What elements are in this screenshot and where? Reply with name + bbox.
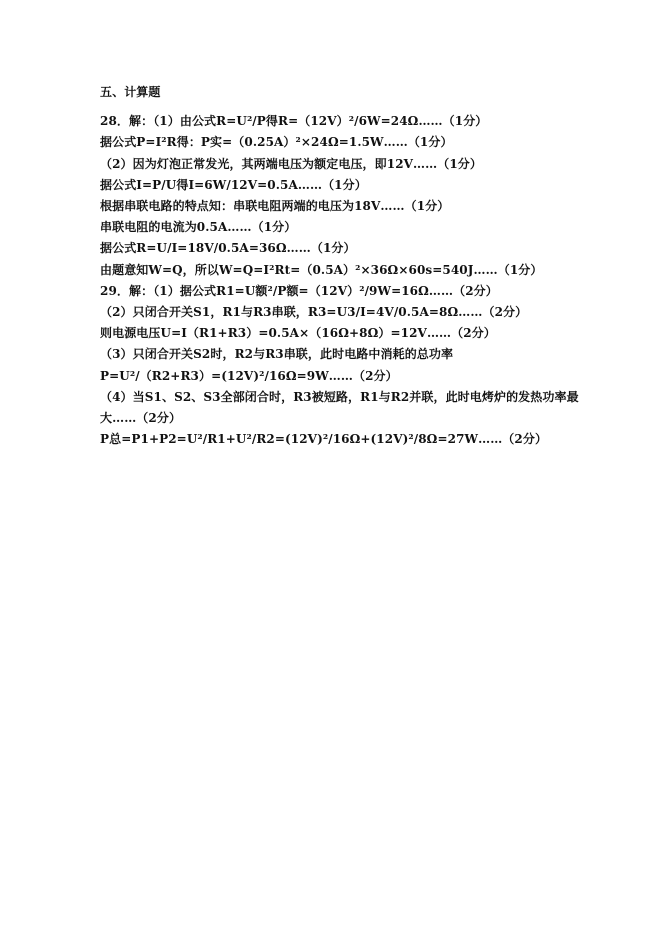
answer-line: P=U²/（R2+R3）=(12V)²/16Ω=9W……（2分） — [100, 368, 398, 383]
answer-line: （4）当S1、S2、S3全部闭合时，R3被短路，R1与R2并联，此时电烤炉的发热功率最大……（2分） — [100, 389, 579, 426]
section-title: 五、计算题 — [100, 85, 161, 99]
answer-line: 据公式I=P/U得I=6W/12V=0.5A……（1分） — [100, 177, 367, 192]
answer-line: 则电源电压U=I（R1+R3）=0.5A×（16Ω+8Ω）=12V……（2分） — [100, 326, 496, 341]
answer-line: 据公式P=I²R得：P实=（0.25A）²×24Ω=1.5W……（1分） — [100, 135, 453, 150]
answer-line: 根据串联电路的特点知：串联电阻两端的电压为18V……（1分） — [100, 199, 450, 214]
answer-line: 29．解：（1）据公式R1=U额²/P额=（12V）²/9W=16Ω……（2分） — [100, 283, 498, 298]
answer-line: （2）只闭合开关S1，R1与R3串联，R3=U3/I=4V/0.5A=8Ω……（2分） — [100, 305, 528, 320]
answer-content — [100, 82, 600, 450]
answer-line: 据公式R=U/I=18V/0.5A=36Ω……（1分） — [100, 241, 356, 256]
answer-line: 28．解：（1）由公式R=U²/P得R=（12V）²/6W=24Ω……（1分） — [100, 114, 488, 129]
answer-line: 串联电阻的电流为0.5A……（1分） — [100, 220, 297, 235]
answer-line: P总=P1+P2=U²/R1+U²/R2=(12V)²/16Ω+(12V)²/8Ω=27W……（2分） — [100, 432, 548, 447]
answer-line: （3）只闭合开关S2时，R2与R3串联，此时电路中消耗的总功率 — [100, 347, 454, 362]
answer-line: 由题意知W=Q，所以W=Q=I²Rt=（0.5A）²×36Ω×60s=540J……（1分） — [100, 262, 543, 277]
answer-line: （2）因为灯泡正常发光，其两端电压为额定电压，即12V……（1分） — [100, 156, 483, 171]
